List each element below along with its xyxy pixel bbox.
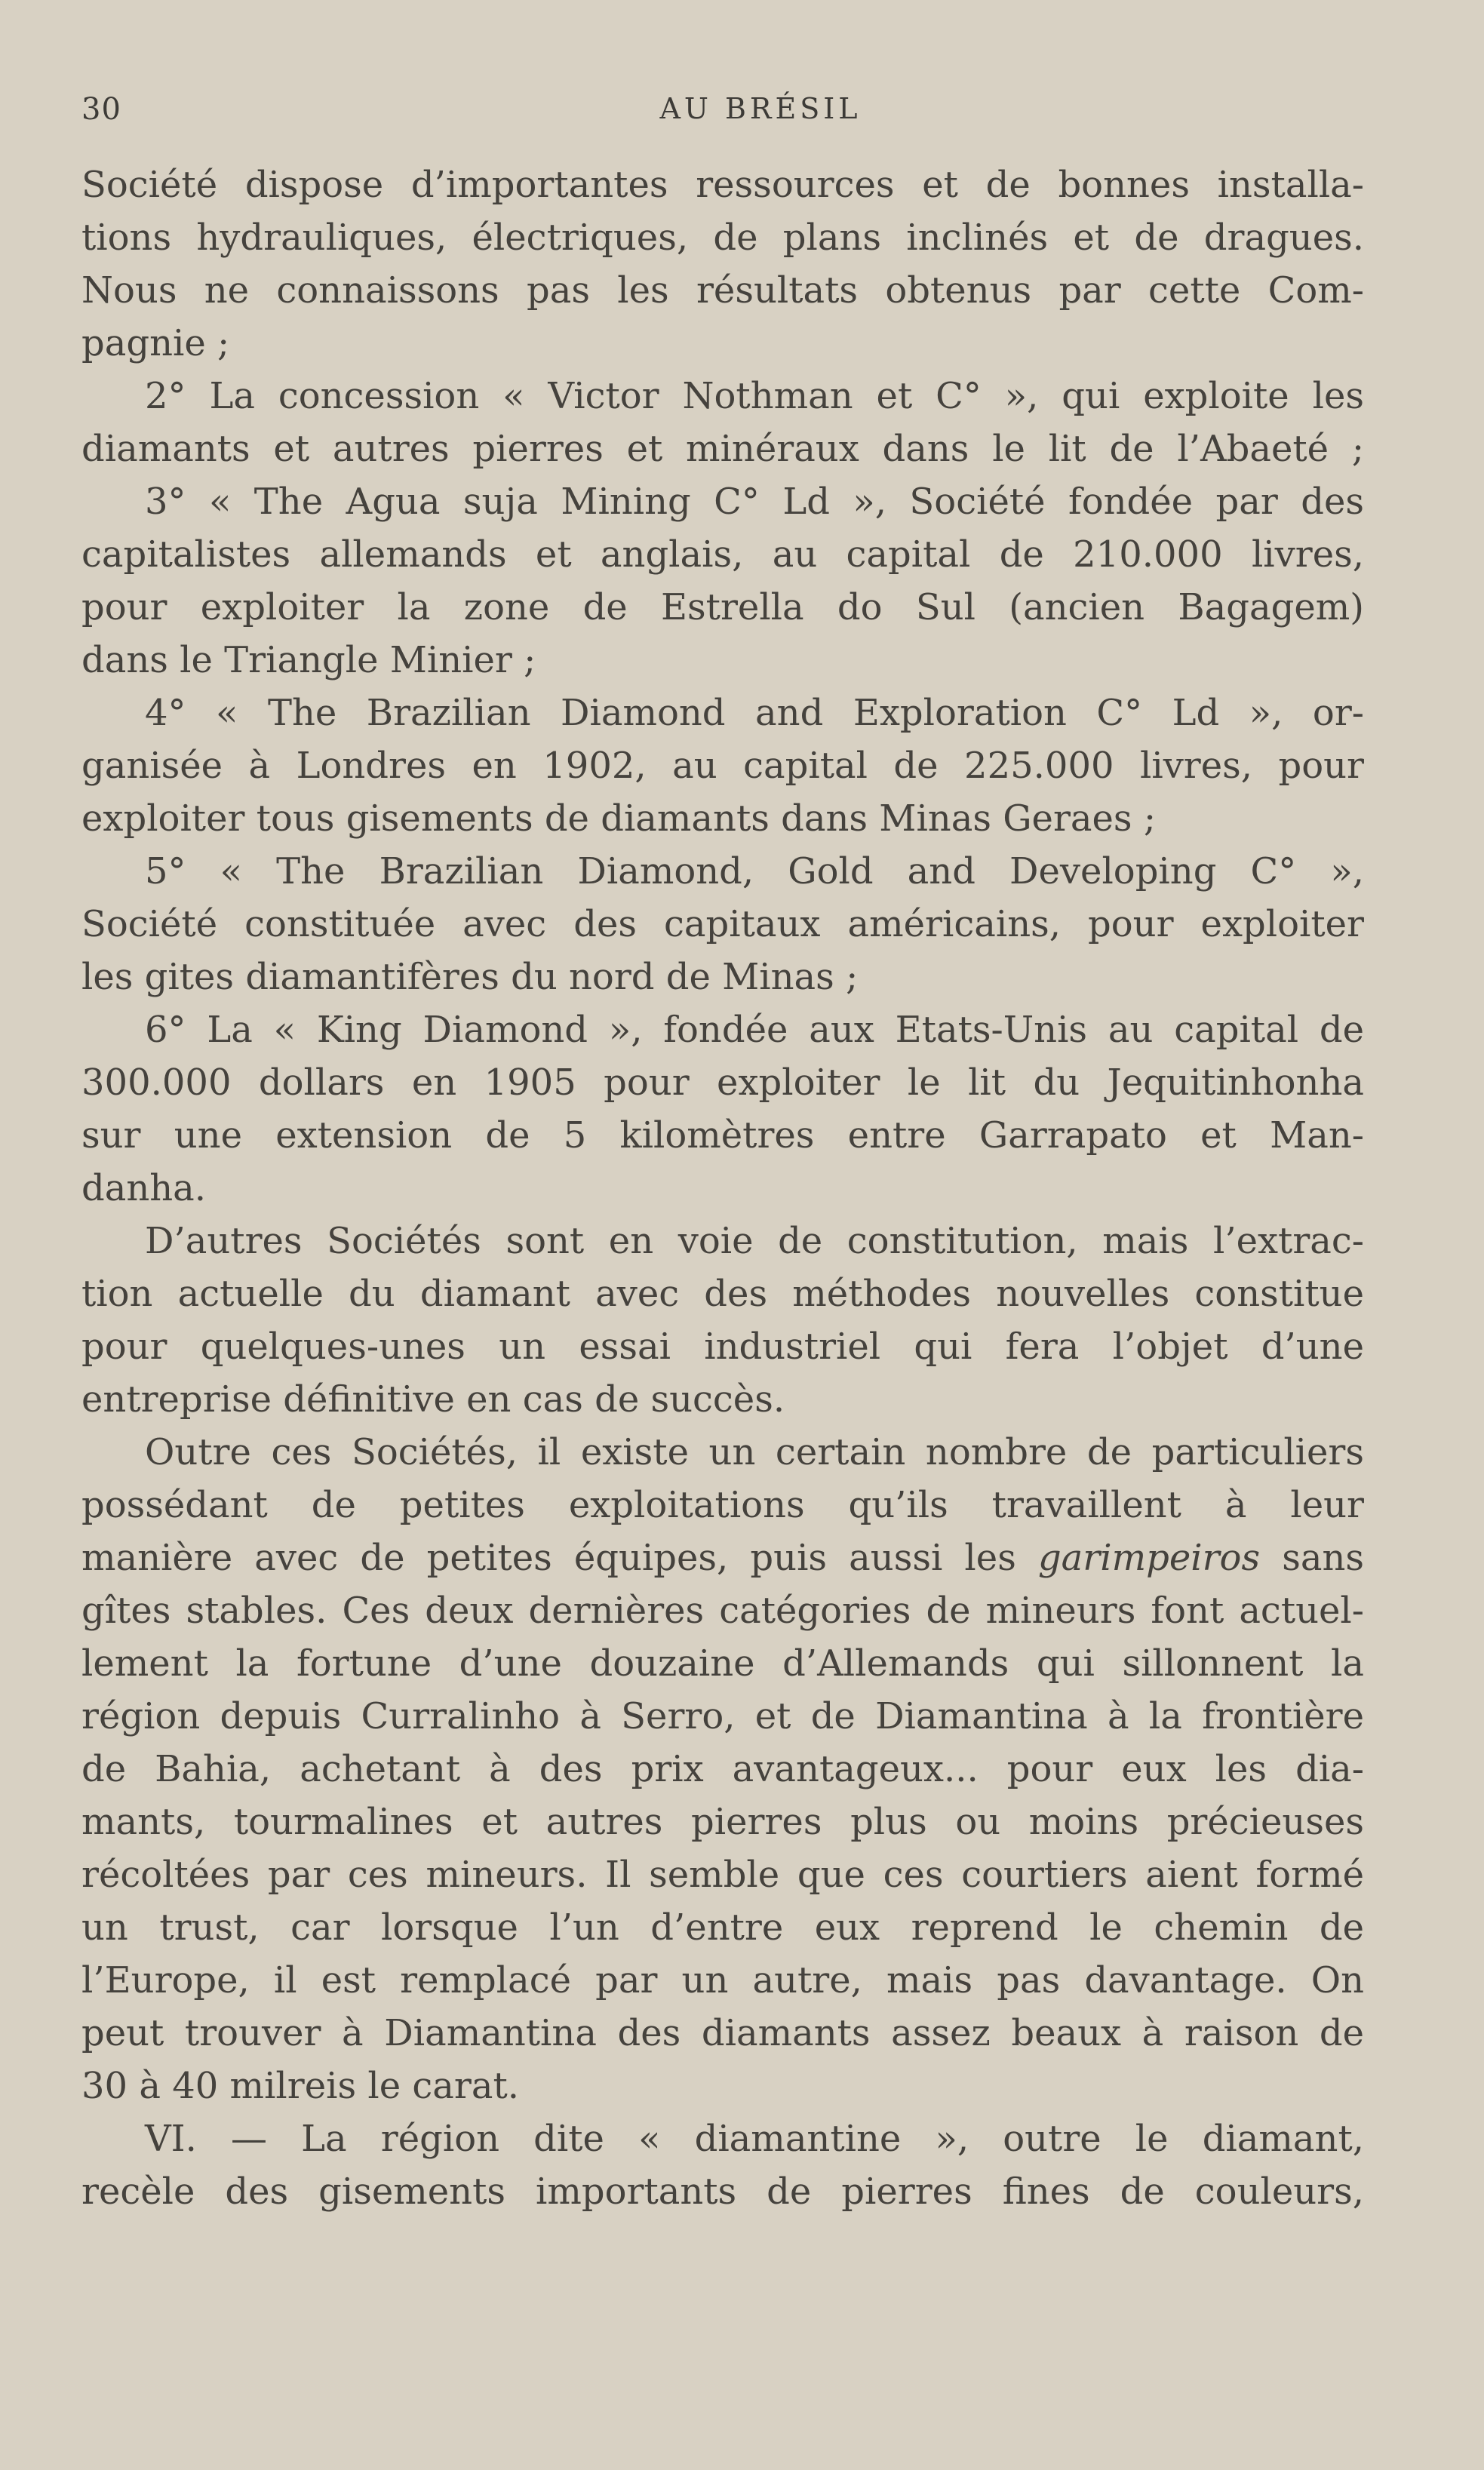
text-line: 2° La concession « Victor Nothman et C° », qui exploite les — [145, 375, 1364, 417]
text-line — [81, 1531, 1364, 1584]
text-line: Nous ne connaissons pas les résultats obtenus par cette Com- — [81, 269, 1364, 312]
text-line: de Bahia, achetant à des prix avantageux... pour eux les dia- — [81, 1748, 1364, 1790]
text-line: tions hydrauliques, électriques, de plans inclinés et de dragues. — [81, 217, 1364, 259]
text-line: danha. — [81, 1167, 207, 1209]
text-line: pagnie ; — [81, 322, 230, 364]
text-fragment: sans — [1282, 1537, 1364, 1579]
text-fragment: manière avec de petites équipes, puis aussi les — [81, 1537, 1016, 1579]
text-line: Société constituée avec des capitaux américains, pour exploiter — [81, 903, 1364, 945]
text-line: 3° « The Agua suja Mining C° Ld », Société fondée par des — [145, 481, 1364, 523]
text-line: 4° « The Brazilian Diamond and Exploration C° Ld », or- — [145, 692, 1364, 734]
text-line: Société dispose d’importantes ressources et de bonnes installa- — [81, 164, 1364, 206]
text-line: possédant de petites exploitations qu’ils travaillent à leur — [81, 1484, 1364, 1526]
text-line: ganisée à Londres en 1902, au capital de 225.000 livres, pour — [81, 745, 1364, 787]
text-line: pour exploiter la zone de Estrella do Sul (ancien Bagagem) — [81, 586, 1364, 628]
text-line: entreprise définitive en cas de succès. — [81, 1378, 785, 1421]
text-line: région depuis Curralinho à Serro, et de Diamantina à la frontière — [81, 1695, 1364, 1737]
running-head — [81, 92, 1364, 137]
text-line: Outre ces Sociétés, il existe un certain nombre de particuliers — [145, 1431, 1364, 1473]
text-line: 5° « The Brazilian Diamond, Gold and Developing C° », — [145, 850, 1364, 892]
text-line: les gites diamantifères du nord de Minas ; — [81, 956, 859, 998]
text-line: exploiter tous gisements de diamants dans Minas Geraes ; — [81, 797, 1156, 840]
page-number: 30 — [81, 92, 121, 127]
text-line: 6° La « King Diamond », fondée aux Etats-Unis au capital de — [145, 1009, 1364, 1051]
text-line: un trust, car lorsque l’un d’entre eux reprend le chemin de — [81, 1906, 1364, 1949]
text-line: recèle des gisements importants de pierres fines de couleurs, — [81, 2170, 1364, 2213]
italic-term: garimpeiros — [1037, 1537, 1261, 1579]
text-line: capitalistes allemands et anglais, au capital de 210.000 livres, — [81, 533, 1364, 576]
text-line: D’autres Sociétés sont en voie de constitution, mais l’extrac- — [145, 1220, 1364, 1262]
text-line: dans le Triangle Minier ; — [81, 639, 536, 681]
text-line: 300.000 dollars en 1905 pour exploiter le lit du Jequitinhonha — [81, 1061, 1364, 1104]
running-title: AU BRÉSIL — [659, 92, 862, 125]
text-line: diamants et autres pierres et minéraux dans le lit de l’Abaeté ; — [81, 428, 1364, 470]
text-line: lement la fortune d’une douzaine d’Allemands qui sillonnent la — [81, 1642, 1364, 1685]
text-line: gîtes stables. Ces deux dernières catégories de mineurs font actuel- — [81, 1590, 1364, 1632]
text-line: pour quelques-unes un essai industriel qui fera l’objet d’une — [81, 1326, 1364, 1368]
text-line: 30 à 40 milreis le carat. — [81, 2065, 519, 2107]
text-line: récoltées par ces mineurs. Il semble que ces courtiers aient formé — [81, 1854, 1364, 1896]
text-line: mants, tourmalines et autres pierres plus ou moins précieuses — [81, 1801, 1364, 1843]
text-line: sur une extension de 5 kilomètres entre Garrapato et Man- — [81, 1114, 1364, 1157]
body-text — [81, 158, 1364, 2218]
text-line: l’Europe, il est remplacé par un autre, mais pas davantage. On — [81, 1959, 1364, 2001]
text-line: peut trouver à Diamantina des diamants assez beaux à raison de — [81, 2012, 1364, 2054]
text-line: tion actuelle du diamant avec des méthodes nouvelles constitue — [81, 1273, 1364, 1315]
text-line: VI. — La région dite « diamantine », outre le diamant, — [145, 2118, 1364, 2160]
